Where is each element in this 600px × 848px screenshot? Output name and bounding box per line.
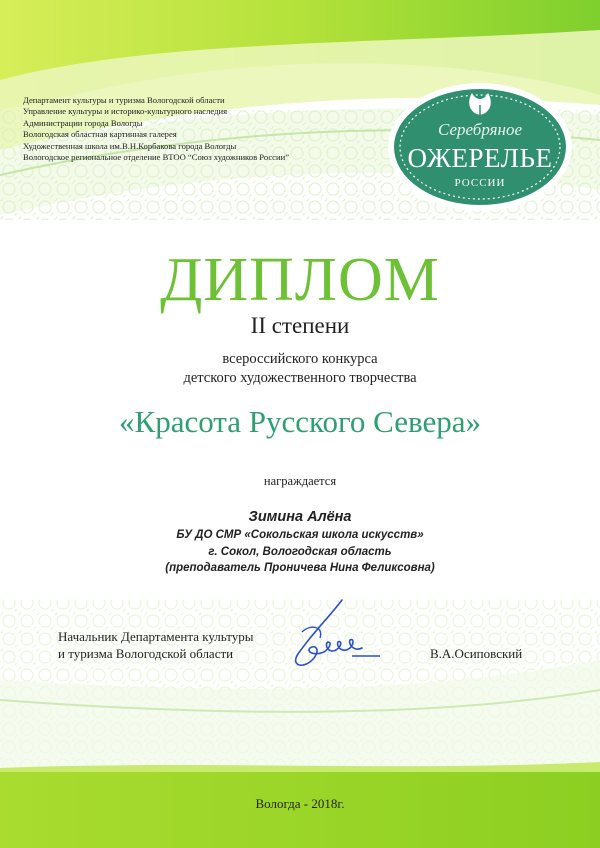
recipient-teacher: (преподаватель Проничева Нина Феликсовна) xyxy=(165,562,435,574)
organizer-line: Управление культуры и историко-культурного наследия xyxy=(23,106,228,117)
diploma-title: ДИПЛОМ xyxy=(160,246,440,314)
signatory-position-line-1: Начальник Департамента культуры xyxy=(58,629,254,644)
awarded-text: награждается xyxy=(263,474,337,488)
contest-name: «Красота Русского Севера» xyxy=(119,404,481,439)
organizer-line: Департамент культуры и туризма Вологодской области xyxy=(23,95,225,105)
organizer-line: Вологодская областная картинная галерея xyxy=(23,129,177,140)
organizers-list xyxy=(23,95,383,163)
signatory-position xyxy=(58,628,253,662)
signatory-position-line-2: и туризма Вологодской области xyxy=(58,646,234,661)
organizer-line: Вологодское региональное отделение ВТОО “Союз художников России” xyxy=(23,152,290,163)
recipient-name: Зимина Алёна xyxy=(248,509,352,525)
contest-subtitle-line-1: всероссийского конкурса xyxy=(222,351,378,367)
organizer-line: Администрации города Вологды xyxy=(23,117,143,128)
diploma-degree: II степени xyxy=(250,313,350,338)
place-and-year: Вологда - 2018г. xyxy=(255,796,345,811)
emblem-line-2: ОЖЕРЕЛЬЕ xyxy=(407,143,553,173)
contest-subtitle-line-2: детского художественного творчества xyxy=(183,370,417,386)
handwritten-signature-icon xyxy=(280,596,390,676)
signatory-name: В.А.Осиповский xyxy=(430,646,523,661)
recipient-school: БУ ДО СМР «Сокольская школа искусств» xyxy=(176,529,424,541)
recipient-location: г. Сокол, Вологодская область xyxy=(208,546,392,558)
emblem-line-3: РОССИИ xyxy=(454,177,506,189)
emblem-line-1: Серебряное xyxy=(437,120,523,139)
organizer-line: Художественная школа им.В.Н.Корбакова города Вологды xyxy=(23,140,237,151)
